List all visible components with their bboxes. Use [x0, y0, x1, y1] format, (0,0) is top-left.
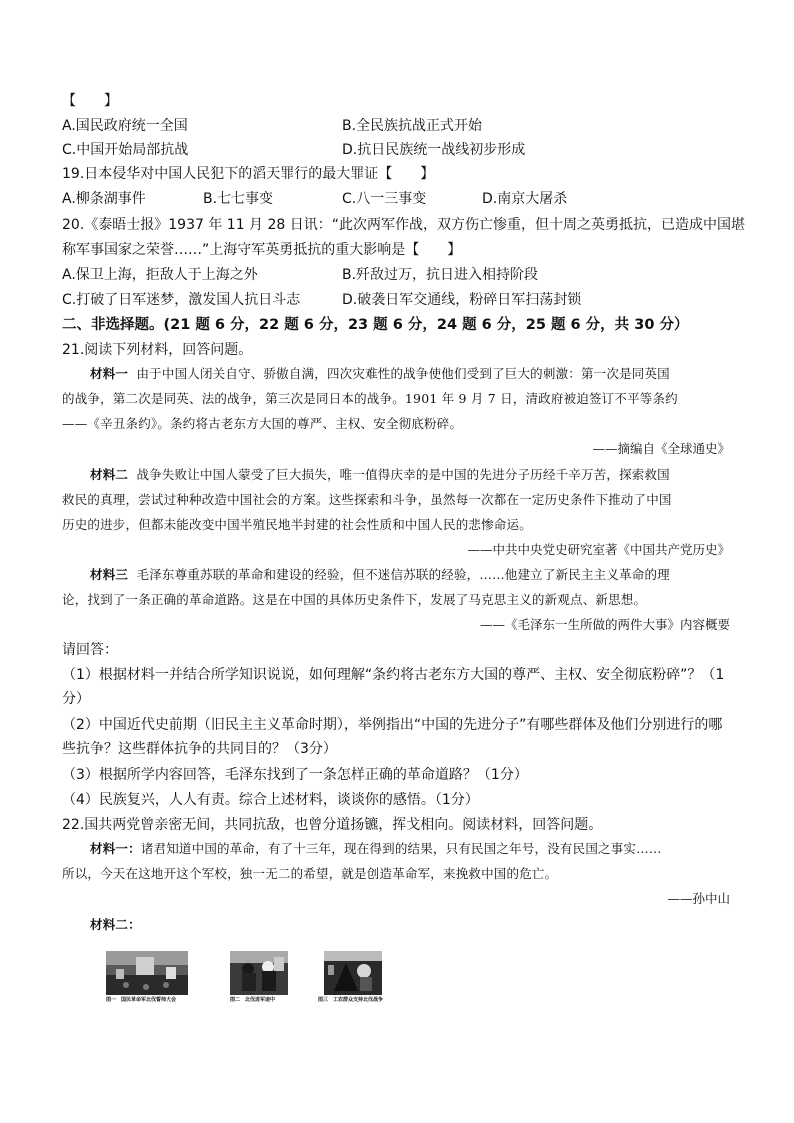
q21-subq4: （4）民族复兴，人人有责。综合上述材料，谈谈你的感悟。（1分） [62, 792, 479, 808]
q21-ask-label: 请回答： [62, 642, 118, 658]
q21-subq1-line2: 分） [62, 691, 90, 707]
q21-material-1-source: ——摘编自《全球通史》 [592, 441, 730, 456]
q18-option-d: D.抗日民族统一战线初步形成 [342, 142, 526, 158]
q21-material-1-text: 由于中国人闭关自守、骄傲自满，四次灾难性的战争使他们受到了巨大的刺激：第一次是同英国 [136, 366, 670, 381]
q20-option-b: B.歼敌过万，抗日进入相持阶段 [342, 267, 539, 283]
q22-material-1-text: 诸君知道中国的革命，有了十三年，现在得到的结果，只有民国之年号，没有民国之事实…… [140, 841, 662, 856]
photo-caption-1: 图一 国民革命军北伐誓师大会 [106, 997, 177, 1003]
q21-subq2-line2: 些抗争？这些群体抗争的共同目的？（3分） [62, 741, 337, 757]
photo-northern-expedition-march [230, 951, 288, 995]
photo-caption-2: 图二 北伐进军途中 [230, 997, 276, 1003]
q21-stem: 21.阅读下列材料，回答问题。 [62, 342, 253, 358]
q21-material-2-line2: 救民的真理，尝试过种种改造中国社会的方案。这些探索和斗争，虽然每一次都在一定历史条件下推动了中国 [62, 492, 672, 507]
q19-option-b: B.七七事变 [203, 191, 274, 207]
q20-stem-line2: 称军事国家之荣誉……”上海守军英勇抵抗的重大影响是【 】 [62, 242, 462, 258]
q21-material-3-label: 材料三 [90, 567, 129, 582]
q19-option-c: C.八一三事变 [342, 191, 427, 207]
q21-material-1-line2: 的战争，第二次是同英、法的战争，第三次是同日本的战争。1901 年 9 月 7 日，清政府被迫签订不平等条约 [62, 391, 678, 406]
q21-material-1-label: 材料一 [90, 366, 129, 381]
q18-option-a: A.国民政府统一全国 [62, 118, 188, 134]
q22-material-2-label: 材料二： [90, 917, 141, 932]
q22-stem: 22.国共两党曾亲密无间，共同抗敌，也曾分道扬镳，挥戈相向。阅读材料，回答问题。 [62, 817, 603, 833]
q19-stem: 19.日本侵华对中国人民犯下的滔天罪行的最大罪证【 】 [62, 166, 435, 182]
q21-subq2-line1: （2）中国近代史前期（旧民主主义革命时期），举例指出“中国的先进分子”有哪些群体及他们分别进行的哪 [62, 717, 723, 733]
q18-option-b: B.全民族抗战正式开始 [342, 118, 483, 134]
q21-material-1-line1 [90, 366, 670, 382]
q20-option-d: D.破袭日军交通线，粉碎日军扫荡封锁 [342, 292, 582, 308]
q22-material-1-label: 材料一： [90, 841, 141, 856]
q21-subq3: （3）根据所学内容回答，毛泽东找到了一条怎样正确的革命道路？（1分） [62, 767, 528, 783]
section-2-heading: 二、非选择题。(21 题 6 分，22 题 6 分，23 题 6 分，24 题 6 分，25 题 6 分，共 30 分） [62, 317, 689, 333]
q22-material-1-source: ——孙中山 [667, 891, 730, 906]
q21-material-2-source: ——中共中央党史研究室著《中国共产党历史》 [467, 542, 730, 557]
photo-northern-expedition-rally [106, 951, 188, 995]
photo-caption-3: 图三 工农群众支持北伐战争 [318, 997, 384, 1003]
q21-material-3-line2: 论，找到了一条正确的革命道路。这是在中国的具体历史条件下，发展了马克思主义的新观点、新思想。 [62, 592, 647, 607]
q18-option-c: C.中国开始局部抗战 [62, 142, 189, 158]
photo-workers-peasants-support [324, 951, 382, 995]
q21-material-3-line1 [90, 567, 670, 583]
q21-material-2-line1 [90, 467, 670, 483]
q21-material-2-label: 材料二 [90, 467, 129, 482]
q20-option-a: A.保卫上海，拒敌人于上海之外 [62, 267, 258, 283]
q22-material-1-line1 [90, 841, 662, 857]
q19-option-d: D.南京大屠杀 [482, 191, 568, 207]
q21-material-2-line3: 历史的进步，但都未能改变中国半殖民地半封建的社会性质和中国人民的悲惨命运。 [62, 517, 532, 532]
q21-material-1-line3: ——《辛丑条约》。条约将古老东方大国的尊严、主权、安全彻底粉碎。 [62, 416, 463, 431]
q20-option-c: C.打破了日军迷梦，激发国人抗日斗志 [62, 292, 301, 308]
q21-material-3-text: 毛泽东尊重苏联的革命和建设的经验，但不迷信苏联的经验，……他建立了新民主主义革命的理 [136, 567, 670, 582]
q22-material-1-line2: 所以，今天在这地开这个军校，独一无二的希望，就是创造革命军，来挽救中国的危亡。 [62, 866, 558, 881]
q20-stem-line1: 20.《泰晤士报》1937 年 11 月 28 日讯：“此次两军作战，双方伤亡惨重，但十周之英勇抵抗，已造成中国堪 [62, 217, 746, 233]
q19-option-a: A.柳条湖事件 [62, 191, 146, 207]
q18-answer-bracket: 【 】 [62, 93, 118, 109]
q21-subq1-line1: （1）根据材料一并结合所学知识说说，如何理解“条约将古老东方大国的尊严、主权、安全彻底粉碎”？（1 [62, 667, 725, 683]
q21-material-2-text: 战争失败让中国人蒙受了巨大损失，唯一值得庆幸的是中国的先进分子历经千辛万苦，探索救国 [136, 467, 670, 482]
q21-material-3-source: ——《毛泽东一生所做的两件大事》内容概要 [479, 617, 730, 632]
